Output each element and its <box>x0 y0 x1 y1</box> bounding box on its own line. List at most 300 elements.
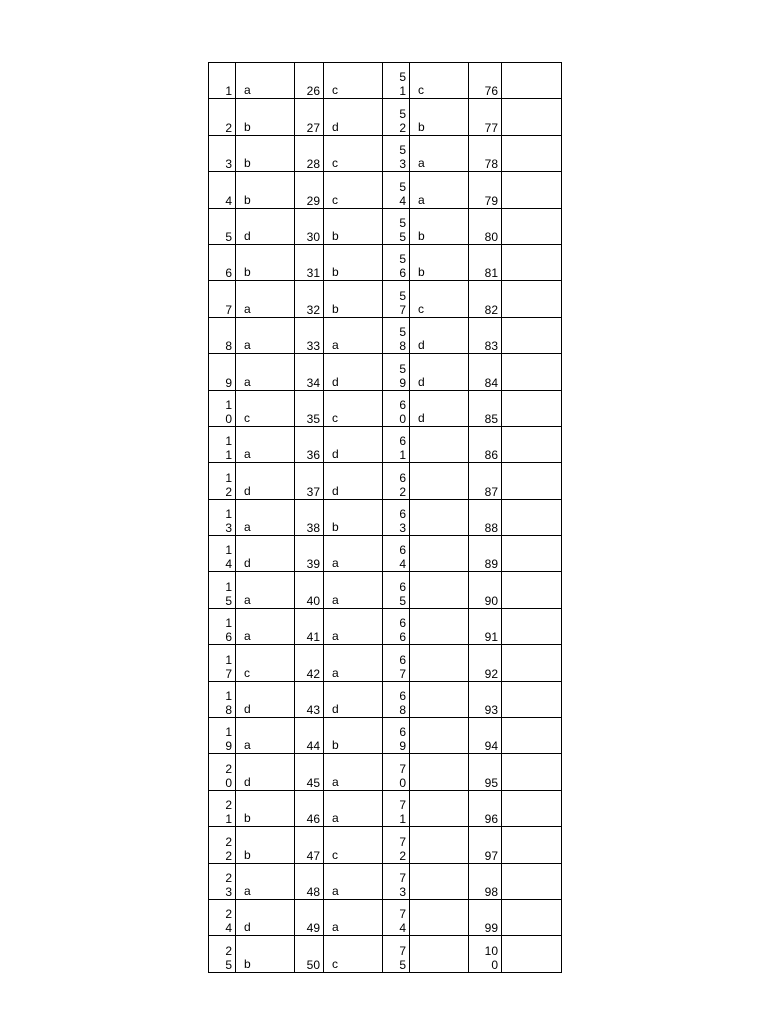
question-number <box>295 754 324 790</box>
answer-cell <box>236 645 295 681</box>
answer-cell <box>236 863 295 899</box>
question-number-text: 9 <box>225 375 232 390</box>
question-number <box>295 354 324 390</box>
question-number <box>469 827 502 863</box>
answer-cell-text: a <box>244 447 251 462</box>
answer-cell-text: b <box>332 301 339 316</box>
table-row <box>209 463 562 499</box>
answer-cell <box>502 135 562 171</box>
question-number-text: 80 <box>484 229 498 244</box>
answer-cell <box>410 63 469 99</box>
answer-cell <box>324 463 383 499</box>
question-number <box>209 63 236 99</box>
question-number-text: 18 <box>225 689 232 718</box>
answer-cell <box>410 718 469 754</box>
answer-cell <box>324 827 383 863</box>
question-number-text: 38 <box>306 521 320 536</box>
table-row <box>209 172 562 208</box>
question-number-text: 24 <box>225 907 232 936</box>
question-number-text: 91 <box>484 630 498 645</box>
table-row <box>209 754 562 790</box>
answer-cell-text: a <box>332 556 339 571</box>
answer-cell <box>410 827 469 863</box>
table-row <box>209 244 562 280</box>
question-number <box>209 754 236 790</box>
question-number <box>295 463 324 499</box>
question-number <box>383 536 410 572</box>
answer-cell-text: b <box>332 228 339 243</box>
answer-cell <box>324 536 383 572</box>
answer-cell <box>236 499 295 535</box>
table-row <box>209 390 562 426</box>
question-number-text: 84 <box>484 375 498 390</box>
answer-cell <box>410 99 469 135</box>
question-number-text: 50 <box>306 957 320 972</box>
answer-cell <box>324 572 383 608</box>
answer-cell <box>236 754 295 790</box>
question-number-text: 34 <box>306 375 320 390</box>
answer-cell <box>410 608 469 644</box>
answer-cell <box>502 754 562 790</box>
question-number-text: 96 <box>484 812 498 827</box>
question-number <box>295 426 324 462</box>
answer-cell-text: d <box>418 410 425 425</box>
question-number <box>469 244 502 280</box>
question-number-text: 74 <box>399 907 406 936</box>
answer-cell <box>324 718 383 754</box>
question-number <box>383 281 410 317</box>
question-number-text: 44 <box>306 739 320 754</box>
answer-cell-text: c <box>418 83 424 98</box>
question-number-text: 28 <box>306 157 320 172</box>
question-number <box>209 827 236 863</box>
answer-cell-text: d <box>332 374 339 389</box>
answer-cell-text: a <box>244 883 251 898</box>
question-number <box>469 681 502 717</box>
answer-cell <box>410 754 469 790</box>
question-number <box>209 463 236 499</box>
question-number-text: 4 <box>225 193 232 208</box>
question-number-text: 66 <box>399 616 406 645</box>
question-number-text: 77 <box>484 120 498 135</box>
question-number <box>469 645 502 681</box>
answer-cell <box>502 354 562 390</box>
question-number-text: 49 <box>306 921 320 936</box>
answer-cell-text: d <box>244 920 251 935</box>
question-number-text: 33 <box>306 339 320 354</box>
answer-cell <box>236 681 295 717</box>
question-number-text: 58 <box>399 325 406 354</box>
answer-cell-text: d <box>418 374 425 389</box>
question-number-text: 1 <box>225 84 232 99</box>
question-number <box>295 936 324 972</box>
question-number <box>469 354 502 390</box>
question-number <box>383 208 410 244</box>
answer-cell-text: a <box>418 192 425 207</box>
table-row <box>209 63 562 99</box>
answer-cell <box>410 536 469 572</box>
answer-cell <box>324 645 383 681</box>
answer-cell <box>410 645 469 681</box>
answer-cell <box>236 317 295 353</box>
answer-cell-text: b <box>244 265 251 280</box>
question-number-text: 39 <box>306 557 320 572</box>
answer-cell <box>236 244 295 280</box>
question-number <box>383 608 410 644</box>
question-number <box>383 754 410 790</box>
answer-cell <box>410 281 469 317</box>
question-number <box>295 99 324 135</box>
answer-cell <box>236 172 295 208</box>
answer-cell <box>410 936 469 972</box>
answer-cell <box>324 281 383 317</box>
question-number-text: 6 <box>225 266 232 281</box>
answer-cell-text: b <box>332 520 339 535</box>
question-number-text: 92 <box>484 666 498 681</box>
question-number <box>209 863 236 899</box>
question-number-text: 37 <box>306 484 320 499</box>
question-number-text: 69 <box>399 725 406 754</box>
answer-cell-text: a <box>332 629 339 644</box>
question-number <box>469 536 502 572</box>
answer-cell <box>236 572 295 608</box>
question-number <box>209 608 236 644</box>
question-number <box>295 827 324 863</box>
question-number-text: 60 <box>399 397 406 426</box>
answer-cell <box>502 863 562 899</box>
question-number <box>383 645 410 681</box>
question-number <box>469 99 502 135</box>
table-row <box>209 354 562 390</box>
answer-cell <box>502 463 562 499</box>
answer-cell-text: c <box>332 956 338 971</box>
answer-cell <box>502 899 562 935</box>
answer-cell-text: d <box>244 556 251 571</box>
answer-cell-text: a <box>244 374 251 389</box>
question-number-text: 72 <box>399 834 406 863</box>
answer-cell-text: d <box>418 338 425 353</box>
answer-cell <box>324 354 383 390</box>
answer-cell-text: d <box>244 774 251 789</box>
question-number-text: 64 <box>399 543 406 572</box>
question-number-text: 36 <box>306 448 320 463</box>
question-number <box>295 317 324 353</box>
question-number-text: 82 <box>484 302 498 317</box>
answer-cell <box>410 354 469 390</box>
question-number <box>295 536 324 572</box>
question-number-text: 29 <box>306 193 320 208</box>
answer-cell-text: c <box>332 847 338 862</box>
question-number-text: 68 <box>399 689 406 718</box>
question-number <box>209 536 236 572</box>
question-number <box>209 645 236 681</box>
question-number-text: 15 <box>225 579 232 608</box>
answer-cell-text: d <box>332 119 339 134</box>
answer-cell-text: a <box>244 301 251 316</box>
answer-cell-text: a <box>332 883 339 898</box>
question-number <box>469 135 502 171</box>
question-number-text: 27 <box>306 120 320 135</box>
answer-cell <box>324 499 383 535</box>
answer-cell <box>502 572 562 608</box>
question-number <box>295 172 324 208</box>
question-number-text: 56 <box>399 252 406 281</box>
question-number-text: 19 <box>225 725 232 754</box>
question-number-text: 97 <box>484 848 498 863</box>
question-number-text: 30 <box>306 229 320 244</box>
answer-cell <box>502 99 562 135</box>
answer-cell <box>502 244 562 280</box>
question-number-text: 62 <box>399 470 406 499</box>
question-number-text: 25 <box>225 943 232 972</box>
question-number-text: 11 <box>225 434 232 463</box>
question-number <box>469 499 502 535</box>
answer-cell-text: c <box>332 83 338 98</box>
answer-cell <box>324 936 383 972</box>
question-number <box>209 99 236 135</box>
question-number-text: 43 <box>306 703 320 718</box>
question-number <box>295 608 324 644</box>
question-number-text: 51 <box>399 70 406 99</box>
question-number-text: 85 <box>484 411 498 426</box>
question-number <box>469 572 502 608</box>
answer-cell-text: d <box>244 483 251 498</box>
question-number <box>209 208 236 244</box>
question-number-text: 57 <box>399 288 406 317</box>
question-number <box>383 172 410 208</box>
answer-cell <box>502 63 562 99</box>
answer-cell <box>236 718 295 754</box>
question-number <box>469 463 502 499</box>
question-number <box>295 499 324 535</box>
answer-cell-text: c <box>244 665 250 680</box>
question-number-text: 26 <box>306 84 320 99</box>
table-row <box>209 936 562 972</box>
table-row <box>209 718 562 754</box>
answer-cell <box>236 608 295 644</box>
answer-cell <box>236 135 295 171</box>
question-number-text: 71 <box>399 798 406 827</box>
answer-cell <box>236 354 295 390</box>
answer-cell-text: a <box>332 338 339 353</box>
question-number-text: 5 <box>225 229 232 244</box>
question-number-text: 23 <box>225 870 232 899</box>
answer-cell <box>502 681 562 717</box>
table-row <box>209 681 562 717</box>
answer-cell <box>324 608 383 644</box>
question-number <box>383 463 410 499</box>
answer-cell <box>236 281 295 317</box>
question-number <box>295 135 324 171</box>
question-number-text: 53 <box>399 143 406 172</box>
question-number <box>469 790 502 826</box>
table-row <box>209 208 562 244</box>
answer-cell-text: c <box>244 410 250 425</box>
answer-cell <box>410 899 469 935</box>
table-row <box>209 863 562 899</box>
answer-cell-text: a <box>332 665 339 680</box>
table-row <box>209 827 562 863</box>
question-number <box>295 681 324 717</box>
question-number-text: 14 <box>225 543 232 572</box>
answer-cell-text: a <box>244 338 251 353</box>
question-number-text: 95 <box>484 775 498 790</box>
question-number <box>209 354 236 390</box>
question-number-text: 83 <box>484 339 498 354</box>
question-number <box>295 790 324 826</box>
answer-cell <box>410 135 469 171</box>
answer-cell <box>236 426 295 462</box>
question-number-text: 31 <box>306 266 320 281</box>
answer-cell <box>410 572 469 608</box>
question-number-text: 88 <box>484 521 498 536</box>
question-number <box>383 863 410 899</box>
question-number <box>469 281 502 317</box>
question-number-text: 100 <box>484 943 498 972</box>
question-number <box>383 390 410 426</box>
question-number <box>295 718 324 754</box>
table-row <box>209 499 562 535</box>
question-number <box>469 899 502 935</box>
question-number-text: 35 <box>306 411 320 426</box>
answer-cell-text: d <box>332 483 339 498</box>
answer-cell-text: b <box>418 119 425 134</box>
question-number <box>469 863 502 899</box>
question-number-text: 65 <box>399 579 406 608</box>
answer-cell <box>502 790 562 826</box>
answer-cell <box>236 208 295 244</box>
question-number <box>209 426 236 462</box>
question-number <box>295 63 324 99</box>
answer-cell <box>502 936 562 972</box>
question-number-text: 75 <box>399 943 406 972</box>
question-number-text: 55 <box>399 215 406 244</box>
answer-cell <box>324 99 383 135</box>
answer-cell-text: a <box>332 811 339 826</box>
answer-cell-text: b <box>418 265 425 280</box>
question-number <box>295 899 324 935</box>
answer-cell <box>324 899 383 935</box>
question-number <box>209 135 236 171</box>
answer-cell <box>410 317 469 353</box>
question-number-text: 47 <box>306 848 320 863</box>
question-number-text: 46 <box>306 812 320 827</box>
question-number <box>295 645 324 681</box>
answer-cell <box>324 208 383 244</box>
question-number <box>209 790 236 826</box>
question-number <box>209 718 236 754</box>
answer-cell <box>410 499 469 535</box>
answer-cell <box>410 172 469 208</box>
question-number <box>383 899 410 935</box>
question-number <box>209 899 236 935</box>
answer-cell <box>502 645 562 681</box>
question-number <box>209 681 236 717</box>
question-number <box>383 681 410 717</box>
question-number <box>295 208 324 244</box>
answer-cell-text: a <box>244 629 251 644</box>
question-number-text: 10 <box>225 397 232 426</box>
question-number-text: 48 <box>306 884 320 899</box>
question-number <box>209 390 236 426</box>
question-number-text: 59 <box>399 361 406 390</box>
table-row <box>209 135 562 171</box>
question-number <box>383 244 410 280</box>
answer-cell <box>324 317 383 353</box>
question-number <box>383 790 410 826</box>
question-number-text: 32 <box>306 302 320 317</box>
answer-key-body <box>209 63 562 973</box>
answer-cell <box>236 99 295 135</box>
question-number <box>469 390 502 426</box>
answer-cell <box>502 536 562 572</box>
question-number <box>469 718 502 754</box>
question-number <box>383 572 410 608</box>
question-number <box>469 208 502 244</box>
question-number <box>383 426 410 462</box>
answer-cell <box>236 790 295 826</box>
answer-cell <box>502 499 562 535</box>
answer-cell-text: b <box>244 119 251 134</box>
answer-cell-text: b <box>244 956 251 971</box>
table-row <box>209 899 562 935</box>
question-number <box>209 936 236 972</box>
question-number-text: 67 <box>399 652 406 681</box>
answer-cell <box>410 863 469 899</box>
answer-key-table <box>208 62 562 973</box>
answer-cell-text: b <box>244 192 251 207</box>
answer-cell <box>502 718 562 754</box>
question-number <box>209 172 236 208</box>
answer-cell-text: a <box>244 83 251 98</box>
question-number-text: 86 <box>484 448 498 463</box>
question-number-text: 73 <box>399 870 406 899</box>
answer-cell-text: d <box>332 447 339 462</box>
table-row <box>209 790 562 826</box>
answer-cell-text: d <box>244 228 251 243</box>
answer-cell-text: a <box>244 592 251 607</box>
question-number-text: 63 <box>399 507 406 536</box>
question-number-text: 93 <box>484 703 498 718</box>
answer-cell-text: d <box>332 702 339 717</box>
answer-cell <box>410 790 469 826</box>
answer-cell <box>236 536 295 572</box>
answer-cell <box>410 208 469 244</box>
question-number-text: 79 <box>484 193 498 208</box>
question-number-text: 70 <box>399 761 406 790</box>
question-number-text: 42 <box>306 666 320 681</box>
answer-cell-text: a <box>418 156 425 171</box>
question-number <box>209 572 236 608</box>
question-number <box>295 390 324 426</box>
answer-cell-text: c <box>418 301 424 316</box>
answer-cell-text: b <box>244 811 251 826</box>
table-row <box>209 281 562 317</box>
answer-cell <box>236 63 295 99</box>
question-number-text: 2 <box>225 120 232 135</box>
question-number <box>209 499 236 535</box>
answer-cell <box>236 899 295 935</box>
question-number <box>295 244 324 280</box>
answer-cell <box>502 390 562 426</box>
answer-cell-text: a <box>332 920 339 935</box>
question-number-text: 54 <box>399 179 406 208</box>
answer-cell <box>410 463 469 499</box>
answer-cell <box>410 244 469 280</box>
answer-cell-text: c <box>332 192 338 207</box>
answer-cell <box>236 390 295 426</box>
question-number <box>469 754 502 790</box>
